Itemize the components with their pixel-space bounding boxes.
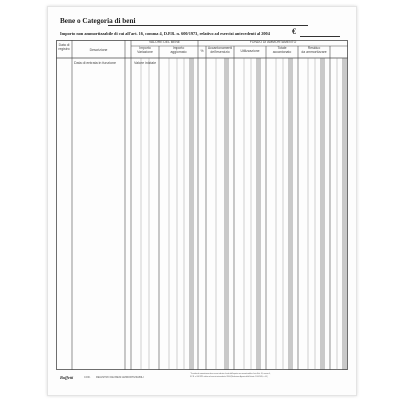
first-row-value: Valore iniziale xyxy=(134,61,157,65)
ledger-sheet xyxy=(47,6,357,396)
group-header-valore: VALORE DEL BENE xyxy=(148,40,181,44)
euro-symbol: € xyxy=(292,27,296,36)
group-header-fondo: FONDO DI AMMORTAMENTO xyxy=(249,40,297,44)
grid-frame xyxy=(57,41,348,370)
shade-col xyxy=(189,58,194,370)
col-header-data-registro: Data di registro xyxy=(58,43,70,51)
col-header-utilizzazione: Utilizzazione xyxy=(240,49,260,53)
footer-form-name: REGISTRO DEI BENI AMMORTIZZABILI xyxy=(96,376,144,379)
shade-col xyxy=(224,58,229,370)
col-header-descrizione: Descrizione xyxy=(89,48,108,52)
ledger-grid xyxy=(56,40,348,370)
first-row-description: Data di entrata in funzione xyxy=(74,61,116,65)
col-header-totale-accantonato: Totale accantonato xyxy=(272,46,292,54)
col-header-importo-variazione: Importo Variazione xyxy=(137,46,153,54)
form-title: Bene o Categoria di beni xyxy=(60,17,136,25)
shade-col xyxy=(320,58,325,370)
col-header-residuo: Residuo da ammortizzare xyxy=(301,46,327,54)
brand-logo: Buffetti xyxy=(60,375,74,380)
footer-code: COD. xyxy=(84,376,91,379)
col-header-importo-aggiornato: Importo aggiornato xyxy=(170,46,187,54)
form-subtitle: Importo non ammortizzabile di cui all'art. 16, comma 4, D.P.R. n. 600/1973, relativo ad esercizi antecedenti al 2004 xyxy=(60,31,270,36)
shade-col xyxy=(288,58,293,370)
amount-fill-line xyxy=(300,36,340,37)
shade-col xyxy=(256,58,261,370)
title-fill-line xyxy=(108,25,308,26)
col-header-accantonamenti: Accantonamenti dell'esercizio xyxy=(207,46,233,54)
col-header-percent: % xyxy=(200,49,204,53)
shade-col xyxy=(342,58,347,370)
footer-note-2: D.P.R. n. 600/1973 relativo ad esercizi antecedenti al 2004 (Risoluzione Agenzia delle Entrate 11.04.2005, n. 45) xyxy=(190,376,268,378)
footer-note-1: * Il residuo da ammortizzare deve essere indicato al netto dell'importo non ammortizzabile di cui all'art. 16, comma 4, xyxy=(190,373,271,375)
